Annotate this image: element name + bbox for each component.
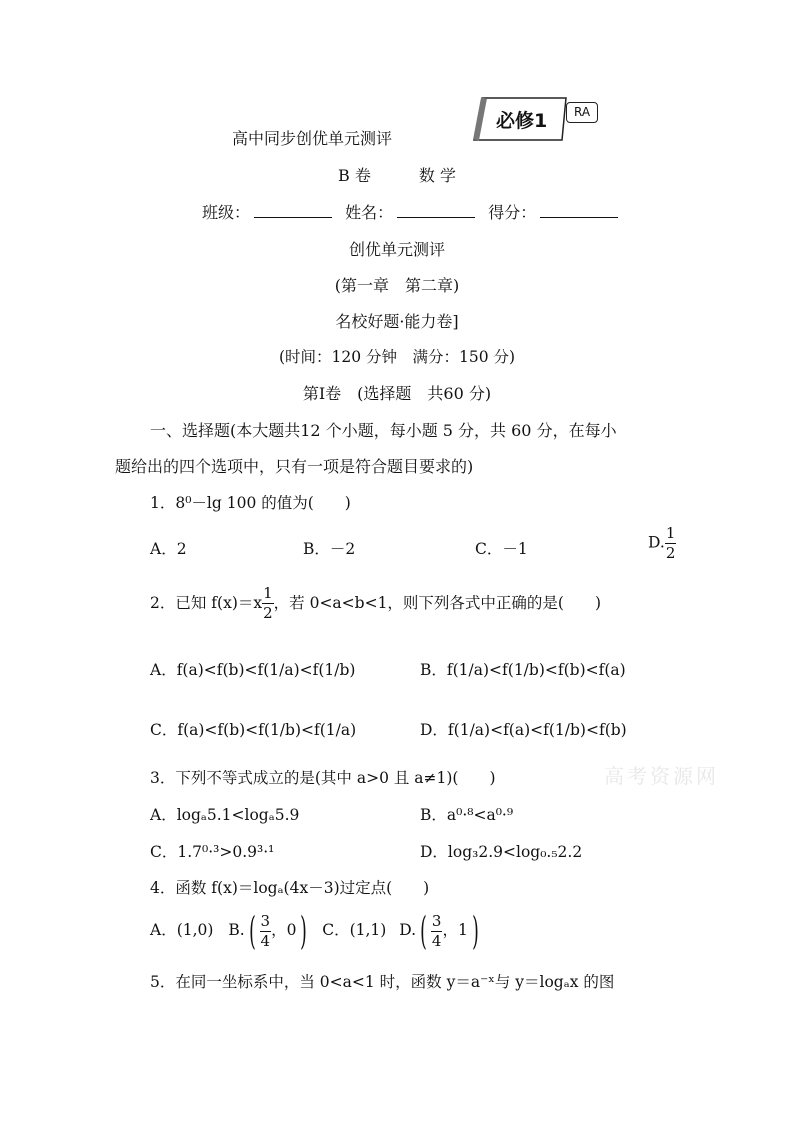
q1-option-a: A．2 — [150, 540, 187, 558]
q1-option-b: B．－2 — [303, 540, 356, 558]
badge-label: 必修1 — [496, 110, 548, 132]
volume-subject: B 卷 数 学 — [338, 166, 456, 185]
q2-exponent-fraction: $\frac{1}{2}$ — [263, 584, 273, 622]
q3-option-a: A．logₐ5.1<logₐ5.9 — [150, 806, 300, 824]
q1-option-c: C．－1 — [475, 540, 528, 558]
q2-option-a: A．f(a)<f(b)<f(1/a)<f(1/b) — [150, 661, 356, 679]
score-label: 得分： — [488, 203, 537, 222]
q2-stem-post: ，若 0<a<b<1，则下列各式中正确的是( ) — [273, 594, 602, 612]
q1-stem: 1．8⁰－lg 100 的值为( ) — [150, 494, 351, 512]
info-line — [202, 200, 626, 223]
badge-tag: RA — [566, 102, 598, 123]
class-label: 班级： — [202, 203, 251, 222]
q4-option-c: C．(1,1) — [322, 921, 387, 939]
section-title-line2: 题给出的四个选项中，只有一项是符合题目要求的) — [115, 457, 474, 476]
q2-option-d: D．f(1/a)<f(a)<f(1/b)<f(b) — [420, 721, 627, 739]
q4-options — [150, 909, 483, 953]
q5-stem: 5．在同一坐标系中，当 0<a<1 时，函数 y＝a⁻ˣ与 y＝logₐx 的图 — [150, 973, 615, 991]
q2-option-c: C．f(a)<f(b)<f(1/b)<f(1/a) — [150, 721, 357, 739]
q4-stem: 4．函数 f(x)＝logₐ(4x－3)过定点( ) — [150, 879, 430, 897]
q4-option-a: A．(1,0) — [150, 921, 214, 939]
q1-option-d — [648, 526, 676, 561]
score-field[interactable] — [540, 203, 618, 218]
section-title-line1: 一、选择题(本大题共12 个小题，每小题 5 分，共 60 分，在每小 — [150, 421, 617, 440]
q3-stem: 3．下列不等式成立的是(其中 a>0 且 a≠1)( ) — [150, 769, 496, 787]
q1-d-prefix: D. — [648, 533, 665, 552]
subtitle: 创优单元测评 — [348, 240, 445, 259]
q2-stem-pre: 2．已知 f(x)＝x — [150, 594, 263, 612]
q3-option-d: D．log₃2.9<log₀.₅2.2 — [420, 843, 583, 861]
q3-option-b: B．a⁰·⁸<a⁰·⁹ — [420, 806, 514, 824]
q2-stem — [150, 586, 601, 621]
q1-d-fraction: $\frac{1}{2}$ — [665, 524, 676, 562]
chapters: (第一章 第二章) — [334, 276, 460, 295]
q2-option-b: B．f(1/a)<f(1/b)<f(b)<f(a) — [420, 661, 626, 679]
name-label: 姓名： — [345, 203, 394, 222]
paper-type: 名校好题·能力卷] — [335, 312, 459, 331]
name-field[interactable] — [397, 203, 475, 218]
class-field[interactable] — [254, 203, 332, 218]
watermark: 高考资源网 — [604, 764, 719, 788]
time-score: (时间：120 分钟 满分：150 分) — [278, 348, 516, 366]
q4-option-d: D. ( $\frac{3}{4}$ ，1 ) — [399, 909, 479, 953]
q4-option-b: B. ( $\frac{3}{4}$ ，0 ) — [228, 909, 308, 953]
series-title: 高中同步创优单元测评 — [232, 129, 393, 148]
part-title: 第Ⅰ卷 (选择题 共60 分) — [302, 384, 492, 403]
q3-option-c: C．1.7⁰·³>0.9³·¹ — [150, 843, 275, 861]
